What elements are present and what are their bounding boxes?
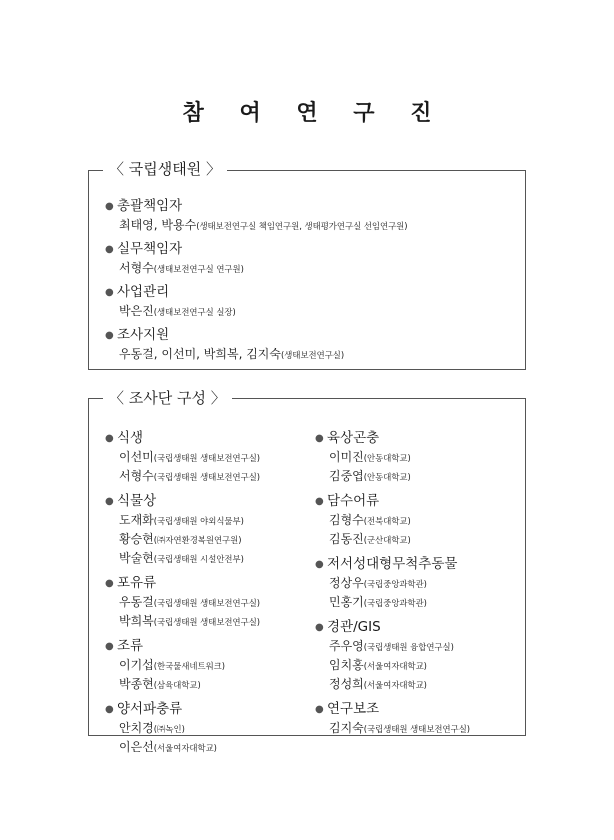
member-line	[315, 637, 470, 656]
member-name: 박종현	[119, 677, 154, 691]
member-name: 도재화	[119, 513, 154, 527]
member-affiliation: (국립생태원 생태보전연구실)	[153, 598, 261, 608]
member-affiliation: (서울여자대학교)	[363, 661, 427, 671]
member-line	[105, 719, 260, 738]
section-head: 식생	[117, 430, 144, 446]
survey-team-right-column	[315, 429, 470, 744]
member-affiliation: (안동대학교)	[363, 472, 411, 482]
nie-staff-list	[105, 197, 408, 370]
member-affiliation: (안동대학교)	[363, 453, 411, 463]
member-affiliation: (㈜자연환경복원연구원)	[153, 535, 242, 545]
member-line	[105, 448, 260, 467]
member-name: 서형수	[119, 469, 154, 483]
member-line	[105, 593, 260, 612]
member-name: 김형수	[329, 513, 364, 527]
member-name: 우동걸	[119, 595, 154, 609]
bullet-icon: ●	[105, 330, 114, 341]
member-affiliation: (국립생태원 생태보전연구실)	[363, 724, 471, 734]
member-name: 이미진	[329, 450, 364, 464]
section-head: 경관/GIS	[327, 619, 381, 635]
bullet-icon: ●	[105, 496, 114, 507]
member-name: 이선미	[119, 450, 154, 464]
member-line	[315, 593, 470, 612]
nie-staff-box	[88, 160, 526, 370]
member-line	[105, 216, 408, 235]
section-project-management	[105, 283, 408, 321]
member-affiliation: (㈜녹인)	[153, 724, 185, 734]
member-affiliation: (서울여자대학교)	[153, 743, 217, 753]
nie-staff-label: 〈 국립생태원 〉	[103, 158, 227, 180]
bullet-icon: ●	[105, 641, 114, 652]
bullet-icon: ●	[105, 201, 114, 212]
member-name: 박은진	[119, 304, 154, 318]
member-line	[315, 467, 470, 486]
member-affiliation: (국립생태원 융합연구실)	[363, 642, 454, 652]
bullet-icon: ●	[315, 496, 324, 507]
section-head: 저서성대형무척추동물	[327, 556, 458, 572]
page-title: 참 여 연 구 진	[182, 101, 446, 126]
section-practical-manager	[105, 240, 408, 278]
bullet-icon: ●	[105, 704, 114, 715]
member-name: 정상우	[329, 576, 364, 590]
bullet-icon: ●	[315, 433, 324, 444]
member-line	[105, 738, 260, 757]
section-birds	[105, 637, 260, 694]
bullet-icon: ●	[105, 244, 114, 255]
section-amphibians-reptiles	[105, 700, 260, 757]
section-freshwater-fish	[315, 492, 470, 549]
member-line	[105, 549, 260, 568]
member-name: 안치경	[119, 721, 154, 735]
bullet-icon: ●	[315, 704, 324, 715]
member-name: 김중엽	[329, 469, 364, 483]
section-head: 육상곤충	[327, 430, 380, 446]
section-benthic-invertebrates	[315, 555, 470, 612]
member-line	[315, 656, 470, 675]
member-name: 민홍기	[329, 595, 364, 609]
section-head: 실무책임자	[117, 241, 183, 257]
member-line	[105, 259, 408, 278]
section-head: 담수어류	[327, 493, 380, 509]
section-head: 사업관리	[117, 284, 170, 300]
member-name: 최태영, 박용수	[119, 218, 197, 232]
member-line	[315, 448, 470, 467]
member-name: 서형수	[119, 261, 154, 275]
member-affiliation: (삼육대학교)	[153, 680, 201, 690]
survey-team-left-column	[105, 429, 260, 763]
member-line	[315, 574, 470, 593]
bullet-icon: ●	[105, 287, 114, 298]
member-affiliation: (국립중앙과학관)	[363, 598, 427, 608]
section-landscape-gis	[315, 618, 470, 694]
member-name: 박술현	[119, 551, 154, 565]
member-line	[105, 511, 260, 530]
bullet-icon: ●	[315, 559, 324, 570]
member-line	[315, 719, 470, 738]
member-affiliation: (한국물새네트워크)	[153, 661, 226, 671]
member-name: 이기섭	[119, 658, 154, 672]
member-name: 이은선	[119, 740, 154, 754]
section-head: 식물상	[117, 493, 157, 509]
section-head: 포유류	[117, 575, 157, 591]
member-name: 임치홍	[329, 658, 364, 672]
member-affiliation: (생태보전연구실 실장)	[153, 307, 236, 317]
member-line	[105, 656, 260, 675]
section-head: 조류	[117, 638, 144, 654]
member-name: 우동걸, 이선미, 박희복, 김지숙	[119, 347, 281, 361]
section-head: 총괄책임자	[117, 198, 183, 214]
section-head: 조사지원	[117, 327, 170, 343]
member-affiliation: (서울여자대학교)	[363, 680, 427, 690]
section-mammals	[105, 574, 260, 631]
member-line	[105, 302, 408, 321]
member-name: 주우영	[329, 639, 364, 653]
member-affiliation: (전북대학교)	[363, 516, 411, 526]
section-flora	[105, 492, 260, 568]
member-line	[105, 345, 408, 364]
member-affiliation: (군산대학교)	[363, 535, 411, 545]
survey-team-label: 〈 조사단 구성 〉	[103, 387, 232, 409]
member-name: 김지숙	[329, 721, 364, 735]
member-name: 박희복	[119, 614, 154, 628]
member-affiliation: (국립생태원 야외식물부)	[153, 516, 244, 526]
section-general-manager	[105, 197, 408, 235]
bullet-icon: ●	[105, 433, 114, 444]
member-line	[315, 530, 470, 549]
section-research-assistant	[315, 700, 470, 738]
member-affiliation: (국립중앙과학관)	[363, 579, 427, 589]
member-affiliation: (국립생태원 생태보전연구실)	[153, 453, 261, 463]
member-line	[105, 612, 260, 631]
member-line	[105, 675, 260, 694]
section-terrestrial-insects	[315, 429, 470, 486]
survey-team-box	[88, 389, 526, 754]
member-affiliation: (국립생태원 생태보전연구실)	[153, 617, 261, 627]
member-affiliation: (생태보전연구실)	[281, 350, 345, 360]
member-name: 김동진	[329, 532, 364, 546]
member-affiliation: (생태보전연구실 연구원)	[153, 264, 244, 274]
section-vegetation	[105, 429, 260, 486]
member-name: 정성희	[329, 677, 364, 691]
section-head: 양서파충류	[117, 701, 183, 717]
member-affiliation: (국립생태원 생태보전연구실)	[153, 472, 261, 482]
member-name: 황승현	[119, 532, 154, 546]
member-affiliation: (생태보전연구실 책임연구원, 생태평가연구실 선임연구원)	[196, 221, 408, 231]
bullet-icon: ●	[105, 578, 114, 589]
section-head: 연구보조	[327, 701, 380, 717]
bullet-icon: ●	[315, 622, 324, 633]
member-line	[315, 511, 470, 530]
member-line	[315, 675, 470, 694]
member-affiliation: (국립생태원 시설안전부)	[153, 554, 244, 564]
member-line	[105, 530, 260, 549]
member-line	[105, 467, 260, 486]
section-survey-support	[105, 326, 408, 364]
